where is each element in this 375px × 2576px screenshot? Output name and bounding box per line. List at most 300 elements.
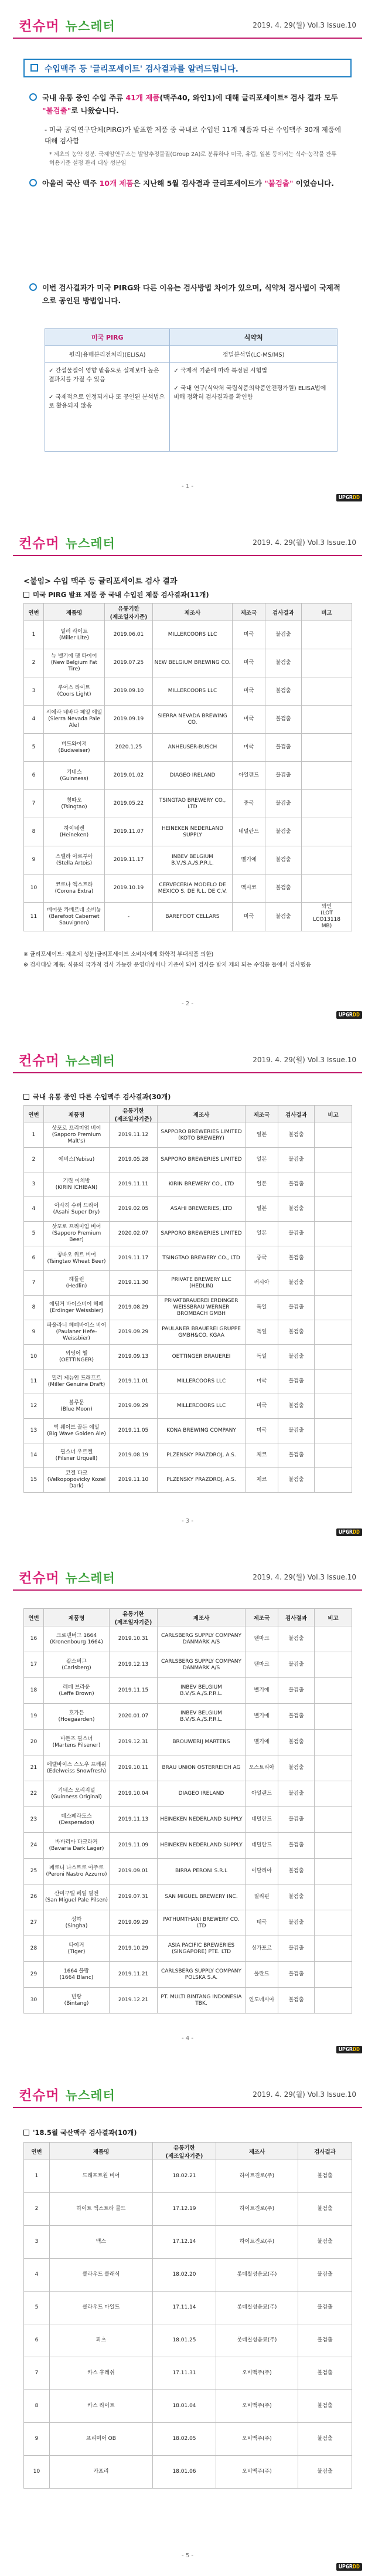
- table-cell: 네덜란드: [246, 1807, 278, 1833]
- table-cell: [315, 1320, 352, 1345]
- table-cell: 불검출: [278, 1755, 315, 1781]
- table-cell: HEINEKEN NEDERLAND SUPPLY: [158, 1833, 246, 1859]
- table-cell: 2019.09.29: [110, 1910, 158, 1936]
- table-cell: 칭따오 위트 비어 (Tsingtao Wheat Beer): [44, 1246, 110, 1271]
- table-cell: ASIA PACIFIC BREWERIES (SINGAPORE) PTE. LTD: [158, 1936, 246, 1962]
- table-cell: 클라우드 마일드: [50, 2292, 153, 2324]
- table-cell: 중국: [246, 1246, 278, 1271]
- table-cell: 블루문 (Blue Moon): [44, 1394, 110, 1419]
- table-cell: 불검출: [278, 1296, 315, 1320]
- table-cell: 크로넨버그 1664 (Kronenbourg 1664): [44, 1626, 110, 1652]
- table-cell: 불검출: [265, 846, 302, 875]
- table-cell: [315, 1222, 352, 1246]
- table-cell: 2019.11.11: [110, 1172, 158, 1197]
- table-cell: 2019.02.05: [110, 1197, 158, 1222]
- table-row: [24, 706, 352, 734]
- page-5: [0, 2069, 375, 2574]
- table-cell: 9: [24, 846, 44, 875]
- table-row: [24, 875, 352, 903]
- headline-box: [23, 59, 352, 77]
- table-cell: 9: [24, 1320, 44, 1345]
- column-header: 검사결과: [278, 1106, 315, 1123]
- table-cell: 중국: [233, 790, 265, 818]
- table-cell: 2: [24, 2193, 50, 2226]
- table-cell: 불검출: [298, 2292, 352, 2324]
- table-cell: 2019.10.04: [110, 1781, 158, 1807]
- table-cell: 2019.09.10: [105, 677, 153, 706]
- table-cell: 호가든 (Hoegaarden): [44, 1704, 110, 1730]
- publisher-logo: UPGRDD: [336, 2563, 362, 2571]
- header-rule: [13, 2107, 362, 2108]
- table-cell: MILLERCOORS LLC: [153, 621, 233, 649]
- table-row: [24, 762, 352, 790]
- table-cell: 기네스 오리지널 (Guinness Original): [44, 1781, 110, 1807]
- table-cell: 마튼즈 필스너 (Martens Pilsener): [44, 1730, 110, 1755]
- table-row: [24, 846, 352, 875]
- section-subtitle: 미국 PIRG 발표 제품 중 국내 수입된 제품 검사결과(11개): [23, 590, 209, 599]
- square-marker-icon: [23, 1094, 29, 1100]
- table-row: [24, 1859, 352, 1884]
- table-cell: PAULANER BRAUEREI GRUPPE GMBH&CO. KGAA: [158, 1320, 246, 1345]
- table-cell: 2: [24, 1148, 44, 1172]
- brand-logo: 컨슈머 뉴스레터: [19, 1053, 115, 1069]
- masthead: [13, 13, 362, 36]
- table-cell: 2019.11.05: [110, 1419, 158, 1443]
- table-cell: BRAU UNION OSTERREICH AG: [158, 1755, 246, 1781]
- table-cell: 27: [24, 1910, 44, 1936]
- table-cell: 17: [24, 1652, 44, 1678]
- table-cell: 18.01.04: [153, 2390, 216, 2423]
- page-number: - 5 -: [182, 2553, 193, 2559]
- table-row: [24, 1678, 352, 1704]
- table-row: [24, 1884, 352, 1910]
- table-cell: 불검출: [278, 1833, 315, 1859]
- table-cell: 11: [24, 1370, 44, 1394]
- table-cell: 3: [24, 2226, 50, 2259]
- table-cell: 아사히 수퍼 드라이 (Asahi Super Dry): [44, 1197, 110, 1222]
- table-cell: 불검출: [265, 903, 302, 931]
- table-cell: 2019.12.21: [110, 1988, 158, 2014]
- table-cell: 파울라너 헤페바이스 비어 (Paulaner Hefe-Weissbier): [44, 1320, 110, 1345]
- table-cell: ANHEUSER-BUSCH: [153, 734, 233, 762]
- section-subtitle: '18.5월 국산맥주 검사결과(10개): [23, 2128, 137, 2137]
- table-cell: CARLSBERG SUPPLY COMPANY POLSKA S.A.: [158, 1962, 246, 1988]
- table-cell: 불검출: [278, 1172, 315, 1197]
- table-cell: 29: [24, 1962, 44, 1988]
- table-cell: 불검출: [278, 1859, 315, 1884]
- table-cell: 2019.11.09: [110, 1833, 158, 1859]
- table-cell: 오비맥주(주): [216, 2390, 298, 2423]
- table-cell: 와인 (LOT LCO13118 MB): [302, 903, 352, 931]
- column-header: 검사결과: [278, 1609, 315, 1626]
- table-cell: 불검출: [265, 818, 302, 846]
- table-cell: 2019.10.19: [105, 875, 153, 903]
- table-cell: 산미구엘 페일 필젠 (San Miguel Pale Pilsen): [44, 1884, 110, 1910]
- brand-logo: 컨슈머 뉴스레터: [19, 536, 115, 551]
- table-cell: 1: [24, 621, 44, 649]
- table-row: [24, 1833, 352, 1859]
- method-comparison-table: [45, 328, 338, 452]
- table-row: [24, 1394, 352, 1419]
- table-cell: 하이트 엑스트라 콜드: [50, 2193, 153, 2226]
- table-row: [24, 1755, 352, 1781]
- table-cell: 미국: [233, 677, 265, 706]
- table-cell: 17.12.14: [153, 2226, 216, 2259]
- table-cell: 프리미어 OB: [50, 2423, 153, 2456]
- table-cell: [315, 1833, 352, 1859]
- table-cell: 18.02.05: [153, 2423, 216, 2456]
- column-header: 제품명: [44, 604, 105, 621]
- table-row: [24, 1730, 352, 1755]
- table-cell: 미국: [246, 1394, 278, 1419]
- issue-info: 2019. 4. 29(월) Vol.3 Issue.10: [253, 538, 356, 547]
- table-cell: 아일랜드: [233, 762, 265, 790]
- table-cell: 밀러 제뉴인 드래프트 (Miller Genuine Draft): [44, 1370, 110, 1394]
- table-cell: 23: [24, 1807, 44, 1833]
- table-cell: 불검출: [298, 2423, 352, 2456]
- table-cell: TSINGTAO BREWERY CO., LTD: [158, 1246, 246, 1271]
- table-cell: 2019.11.30: [110, 1271, 158, 1296]
- table-cell: [302, 762, 352, 790]
- masthead: [13, 1048, 362, 1071]
- table-cell: 불검출: [298, 2226, 352, 2259]
- table-cell: [315, 1271, 352, 1296]
- table-cell: 불검출: [278, 1222, 315, 1246]
- table-cell: [302, 734, 352, 762]
- table-cell: 2019.09.01: [110, 1859, 158, 1884]
- header-rule: [13, 38, 362, 39]
- table-cell: SIERRA NEVADA BREWING CO.: [153, 706, 233, 734]
- table-cell: 3: [24, 1172, 44, 1197]
- table-cell: 덴마크: [246, 1626, 278, 1652]
- table-row: [24, 1704, 352, 1730]
- table-cell: 불검출: [298, 2324, 352, 2357]
- table-cell: 2019.09.29: [110, 1320, 158, 1345]
- table-cell: KONA BREWING COMPANY: [158, 1419, 246, 1443]
- table-cell: 미국: [246, 1419, 278, 1443]
- table-cell: [315, 1988, 352, 2014]
- table-cell: [315, 1859, 352, 1884]
- circle-bullet-icon: [29, 283, 37, 291]
- table-cell: 인도네시아: [246, 1988, 278, 2014]
- table-cell: 러시아: [246, 1271, 278, 1296]
- table-row: [24, 2456, 352, 2489]
- table-cell: 폴란드: [246, 1962, 278, 1988]
- publisher-logo: UPGRDD: [336, 1528, 362, 1536]
- table-cell: 불검출: [265, 706, 302, 734]
- table-cell: 2019.05.22: [105, 790, 153, 818]
- table-cell: 독일: [246, 1296, 278, 1320]
- table-cell: 불검출: [278, 1394, 315, 1419]
- other-imports-table-part1: [23, 1105, 352, 1493]
- table-cell: SAPPORO BREWERIES LIMITED: [158, 1148, 246, 1172]
- table-cell: 네덜란드: [233, 818, 265, 846]
- table-cell: 밀러 라이트 (Miller Lite): [44, 621, 105, 649]
- table-cell: 17.11.31: [153, 2357, 216, 2390]
- table-cell: 10: [24, 1345, 44, 1370]
- table-cell: PRIVATE BREWERY LLC (HEDLIN): [158, 1271, 246, 1296]
- table-cell: 미국: [233, 903, 265, 931]
- table-cell: [302, 677, 352, 706]
- table-row: [24, 2160, 352, 2193]
- table-cell: 불검출: [278, 1370, 315, 1394]
- column-header: 연번: [24, 1106, 44, 1123]
- table-cell: 불검출: [278, 1345, 315, 1370]
- header-rule: [13, 1589, 362, 1591]
- table-cell: 베어풋 카베르네 소비뇽 (Barefoot Cabernet Sauvignon): [44, 903, 105, 931]
- table-cell: 불검출: [278, 1807, 315, 1833]
- table-cell: 롯데칠성음료(주): [216, 2324, 298, 2357]
- issue-info: 2019. 4. 29(월) Vol.3 Issue.10: [253, 1573, 356, 1581]
- table-header-row: [24, 2143, 352, 2160]
- table-cell: 4: [24, 1197, 44, 1222]
- table-row: [24, 649, 352, 677]
- table-cell: 불검출: [278, 1704, 315, 1730]
- column-header: 제조국: [246, 1609, 278, 1626]
- table-row: [24, 2324, 352, 2357]
- column-header: 유통기한 (제조일자기준): [105, 604, 153, 621]
- table-cell: CARLSBERG SUPPLY COMPANY DANMARK A/S: [158, 1626, 246, 1652]
- table-cell: 2019.10.29: [110, 1936, 158, 1962]
- table-cell: 에딩거 바이스비어 헤페 (Erdinger Weissbier): [44, 1296, 110, 1320]
- table-cell: 16: [24, 1626, 44, 1652]
- page-4: [0, 1552, 375, 2056]
- table-row: [24, 1345, 352, 1370]
- table-cell: 카스 후레쉬: [50, 2357, 153, 2390]
- table-cell: 2019.11.17: [105, 846, 153, 875]
- table-cell: 필리핀: [246, 1884, 278, 1910]
- table-cell: 오비맥주(주): [216, 2357, 298, 2390]
- table-cell: 헤들린 (Hedlin): [44, 1271, 110, 1296]
- table-cell: 미국: [233, 706, 265, 734]
- table-cell: 독일: [246, 1345, 278, 1370]
- table-cell: PLZENSKY PRAZDROJ, A.S.: [158, 1443, 246, 1468]
- table-cell: 30: [24, 1988, 44, 2014]
- table-cell: 불검출: [278, 1884, 315, 1910]
- footnote-1: ※ 글리포세이트: 제초제 성분(글리포세이트 소비자에게 화학적 부대식품 의한): [23, 951, 214, 958]
- table-cell: 미국: [233, 621, 265, 649]
- table-cell: [315, 1755, 352, 1781]
- table-cell: 2019.09.19: [105, 706, 153, 734]
- table-cell: 오스트리아: [246, 1755, 278, 1781]
- table-row: [24, 1197, 352, 1222]
- table-cell: 2019.08.19: [110, 1443, 158, 1468]
- table-row: [24, 2226, 352, 2259]
- table-cell: 불검출: [265, 790, 302, 818]
- table-row: [24, 2259, 352, 2292]
- table-cell: 4: [24, 706, 44, 734]
- column-header: 제조국: [246, 1106, 278, 1123]
- table-cell: 롯데칠성음료(주): [216, 2292, 298, 2324]
- table-cell: 2019.11.10: [110, 1468, 158, 1493]
- table-cell: 삿포로 프리미엄 비어 (Sapporo Premium Beer): [44, 1222, 110, 1246]
- table-cell: 2019.01.02: [105, 762, 153, 790]
- table-row: [24, 1419, 352, 1443]
- column-header: 제조사: [153, 604, 233, 621]
- table-cell: 19: [24, 1704, 44, 1730]
- table-cell: ASAHI BREWERIES, LTD: [158, 1197, 246, 1222]
- table-cell: 2019.11.21: [110, 1962, 158, 1988]
- table-row: [24, 1652, 352, 1678]
- table-cell: 불검출: [265, 875, 302, 903]
- table-row: [24, 621, 352, 649]
- table-cell: 일본: [246, 1123, 278, 1148]
- table-row: [24, 1962, 352, 1988]
- table-cell: 드래프트원 비어: [50, 2160, 153, 2193]
- table-cell: 불검출: [278, 1781, 315, 1807]
- table-cell: 불검출: [265, 677, 302, 706]
- circle-bullet-icon: [29, 179, 37, 187]
- table-row: [24, 1370, 352, 1394]
- table-cell: 18.02.21: [153, 2160, 216, 2193]
- table-cell: 빈탕 (Bintang): [44, 1988, 110, 2014]
- table-cell: 8: [24, 2390, 50, 2423]
- table-cell: 코젤 다크 (Velkopopovicky Kozel Dark): [44, 1468, 110, 1493]
- publisher-logo: UPGRDD: [336, 494, 362, 501]
- table-cell: BROUWERIJ MARTENS: [158, 1730, 246, 1755]
- bullet-3: 이번 검사결과가 미국 PIRG와 다른 이유는 검사방법 차이가 있으며, 식약처 검사법이 국제적으로 공인된 방법입니다.: [29, 282, 346, 307]
- table-cell: 2019.11.15: [110, 1678, 158, 1704]
- table-cell: [315, 1246, 352, 1271]
- table-cell: INBEV BELGIUM B.V./S.A./S.P.R.L.: [158, 1704, 246, 1730]
- column-header: 비고: [315, 1106, 352, 1123]
- table-cell: 맥스: [50, 2226, 153, 2259]
- issue-info: 2019. 4. 29(월) Vol.3 Issue.10: [253, 21, 356, 29]
- table-cell: 불검출: [278, 1988, 315, 2014]
- column-header: 연번: [24, 2143, 50, 2160]
- table-cell: CERVECERIA MODELO DE MEXICO S. DE R.L. DE C.V.: [153, 875, 233, 903]
- table-cell: 에델바이스 스노우 프레쉬 (Edelweiss Snowfresh): [44, 1755, 110, 1781]
- table-cell: 칭따오 (Tsingtao): [44, 790, 105, 818]
- table-cell: MILLERCOORS LLC: [158, 1394, 246, 1419]
- table-cell: -: [105, 903, 153, 931]
- column-header: 제품명: [50, 2143, 153, 2160]
- table-cell: 일본: [246, 1197, 278, 1222]
- table-cell: [315, 1443, 352, 1468]
- table-cell: 미국: [233, 734, 265, 762]
- table-row: [24, 1807, 352, 1833]
- bullet-2: 아울러 국산 맥주 10개 제품은 지난해 5월 검사결과 글리포세이트가 "불검출" 이었습니다.: [29, 177, 346, 190]
- table-cell: PLZENSKY PRAZDROJ, A.S.: [158, 1468, 246, 1493]
- bullet-1: 국내 유통 중인 수입 주류 41개 제품(맥주40, 와인1)에 대해 글리포세이트* 검사 결과 모두 "불검출"로 나왔습니다.: [29, 91, 346, 117]
- table-cell: 롯데칠성음료(주): [216, 2259, 298, 2292]
- table-cell: 불검출: [265, 649, 302, 677]
- table-cell: [302, 706, 352, 734]
- table-cell: 2019.07.31: [110, 1884, 158, 1910]
- table-cell: 싱가포르: [246, 1936, 278, 1962]
- table-cell: 2019.12.13: [110, 1652, 158, 1678]
- table-cell: 2019.05.28: [110, 1148, 158, 1172]
- table-cell: 12: [24, 1394, 44, 1419]
- table-cell: 불검출: [298, 2456, 352, 2489]
- table-cell: 버드와이저 (Budweiser): [44, 734, 105, 762]
- table-cell: OETTINGER BRAUEREI: [158, 1345, 246, 1370]
- page-2: [0, 517, 375, 1022]
- table-cell: [315, 1148, 352, 1172]
- table-row: [24, 1148, 352, 1172]
- table-cell: [302, 790, 352, 818]
- table-cell: KIRIN BREWERY CO., LTD: [158, 1172, 246, 1197]
- square-marker-icon: [23, 592, 29, 598]
- table-cell: 벨기에: [246, 1730, 278, 1755]
- table-cell: 7: [24, 790, 44, 818]
- table-cell: [302, 818, 352, 846]
- table-cell: 불검출: [265, 621, 302, 649]
- table-cell: 불검출: [278, 1678, 315, 1704]
- table-cell: 6: [24, 1246, 44, 1271]
- table-row: [24, 1123, 352, 1148]
- table-cell: 하이네켄 (Heineken): [44, 818, 105, 846]
- table-cell: INBEV BELGIUM B.V./S.A./S.P.R.L.: [153, 846, 233, 875]
- column-header: 비고: [315, 1609, 352, 1626]
- table-cell: 미국: [246, 1370, 278, 1394]
- table-row: [24, 2390, 352, 2423]
- table-row: [24, 790, 352, 818]
- table-cell: [315, 1197, 352, 1222]
- column-header: 제조사: [216, 2143, 298, 2160]
- table-cell: 클라우드 클래식: [50, 2259, 153, 2292]
- table-header-row: [24, 604, 352, 621]
- table-cell: 불검출: [298, 2160, 352, 2193]
- table-cell: 2019.07.25: [105, 649, 153, 677]
- cmp-detail-mfds: ✓ 국제적 기준에 따라 특정된 시험법 ✓ 국내 연구(식약처 국립식품의약품안전평가원) ELISA법에 비해 정확히 검사결과를 확인함: [170, 362, 338, 451]
- column-header: 검사결과: [265, 604, 302, 621]
- table-cell: 불검출: [278, 1271, 315, 1296]
- table-cell: [315, 1123, 352, 1148]
- table-row: [24, 1296, 352, 1320]
- table-cell: 독일: [246, 1320, 278, 1345]
- table-cell: 아일랜드: [246, 1781, 278, 1807]
- table-cell: 7: [24, 1271, 44, 1296]
- table-row: [24, 1936, 352, 1962]
- table-cell: 불검출: [278, 1123, 315, 1148]
- table-cell: INBEV BELGIUM B.V./S.A./S.P.R.L.: [158, 1678, 246, 1704]
- table-cell: 일본: [246, 1222, 278, 1246]
- table-cell: 18.01.25: [153, 2324, 216, 2357]
- table-cell: 13: [24, 1419, 44, 1443]
- table-cell: 2019.10.11: [110, 1755, 158, 1781]
- table-cell: 10: [24, 875, 44, 903]
- table-cell: [315, 1419, 352, 1443]
- table-cell: [315, 1936, 352, 1962]
- table-cell: 에비스(Yebisu): [44, 1148, 110, 1172]
- table-cell: 피츠: [50, 2324, 153, 2357]
- footnote-2: ※ 검사대상 제품: 식품의 국가적 검사 가능한 운영대상이나 기준이 되어 검사를 받지 제외 되는 수입품 들에서 검사했음: [23, 962, 311, 968]
- column-header: 비고: [302, 604, 352, 621]
- table-cell: 스텔라 아르투아 (Stella Artois): [44, 846, 105, 875]
- table-cell: [315, 1730, 352, 1755]
- table-cell: 불검출: [278, 1419, 315, 1443]
- table-cell: 2019.12.31: [110, 1730, 158, 1755]
- table-cell: PRIVATBRAUEREI ERDINGER WEISSBRAU WERNER BROMBACH GMBH: [158, 1296, 246, 1320]
- table-cell: [315, 1652, 352, 1678]
- table-cell: 불검출: [278, 1936, 315, 1962]
- table-cell: 필스너 우르켈 (Pilsner Urquell): [44, 1443, 110, 1468]
- table-cell: DIAGEO IRELAND: [153, 762, 233, 790]
- table-header-row: [24, 1609, 352, 1626]
- table-cell: 카스 라이트: [50, 2390, 153, 2423]
- cmp-method-mfds: 정밀분석법(LC-MS/MS): [170, 346, 338, 362]
- page-3: [0, 1035, 375, 1539]
- table-cell: 벨기에: [246, 1678, 278, 1704]
- table-cell: [315, 1394, 352, 1419]
- table-cell: 불검출: [278, 1626, 315, 1652]
- cmp-method-pirg: 원리(용매분리전처리)(ELISA): [45, 346, 170, 362]
- publisher-logo: UPGRDD: [336, 2046, 362, 2053]
- table-cell: 1: [24, 1123, 44, 1148]
- table-cell: 2020.02.07: [110, 1222, 158, 1246]
- table-cell: [315, 1172, 352, 1197]
